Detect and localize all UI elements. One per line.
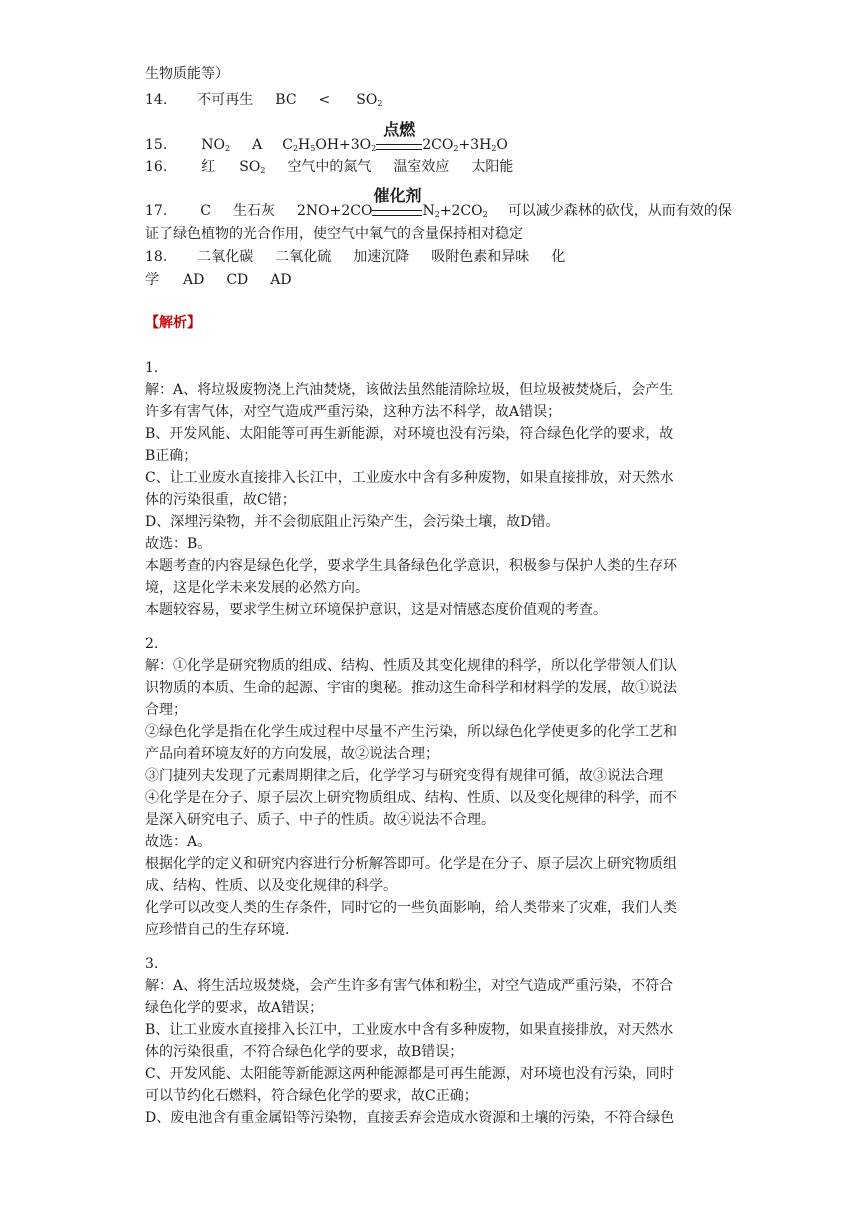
question-number: 17. <box>145 203 168 219</box>
analysis-line: 根据化学的定义和研究内容进行分析解答即可。化学是在分子、原子层次上研究物质组 <box>145 856 677 872</box>
analysis-line: 识物质的本质、生命的起源、宇宙的奥秘。推动这生命科学和材料学的发展，故①说法 <box>145 680 677 696</box>
answer-text: 不可再生 <box>197 92 254 108</box>
answer-text: C <box>200 203 211 219</box>
answer-text: 二氧化硫 <box>275 249 332 265</box>
answer-17 <box>145 186 732 222</box>
analysis-line: 境，这是化学未来发展的必然方向。 <box>145 580 369 596</box>
analysis-line: 合理； <box>145 702 187 718</box>
analysis-line: B正确； <box>145 448 198 464</box>
answer-text: 二氧化碳 <box>197 249 254 265</box>
analysis-line: 产品向着环境友好的方向发展，故②说法合理； <box>145 746 439 762</box>
analysis-line: C、让工业废水直接排入长江中，工业废水中含有多种废物，如果直接排放，对天然水 <box>145 470 674 486</box>
analysis-line: 解：A、将生活垃圾焚烧，会产生许多有害气体和粉尘，对空气造成严重污染，不符合 <box>145 978 674 994</box>
analysis-number: 3. <box>145 956 159 972</box>
analysis-line: 解：①化学是研究物质的组成、结构、性质及其变化规律的科学，所以化学带领人们认 <box>145 658 677 674</box>
equation-reactants: $C_2H_5OH+3O_2$ <box>282 137 377 153</box>
analysis-line: ③门捷列夫发现了元素周期律之后，化学学习与研究变得有规律可循，故③说法合理 <box>145 768 663 784</box>
question-number: 15. <box>145 137 168 153</box>
continuation-text: 生物质能等） <box>145 66 229 82</box>
analysis-line: 故选：B。 <box>145 536 212 552</box>
analysis-line: 体的污染很重，不符合绿色化学的要求，故B错误； <box>145 1044 464 1060</box>
answer-text: A <box>252 137 263 153</box>
answer-text: 温室效应 <box>393 159 450 175</box>
analysis-line: C、开发风能、太阳能等新能源这两种能源都是可再生能源，对环境也没有污染，同时 <box>145 1066 674 1082</box>
analysis-line: 体的污染很重，故C错； <box>145 492 296 508</box>
analysis-line: 成、结构、性质、以及变化规律的科学。 <box>145 878 397 894</box>
analysis-line: D、深埋污染物，并不会彻底阻止污染产生，会污染土壤，故D错。 <box>145 514 560 530</box>
answer-16 <box>145 156 513 178</box>
answer-text: CD <box>226 272 249 288</box>
analysis-line: 绿色化学的要求，故A错误； <box>145 1000 324 1016</box>
answer-15 <box>145 120 508 156</box>
reaction-condition: 催化剂 <box>373 186 422 205</box>
answer-text: BC <box>275 92 297 108</box>
answer-text: 化 <box>551 249 566 265</box>
analysis-line: 化学可以改变人类的生存条件，同时它的一些负面影响，给人类带来了灾难，我们人类 <box>145 900 677 916</box>
answer-17-cont <box>145 223 523 245</box>
reaction-arrow <box>372 186 422 222</box>
analysis-line: ②绿色化学是指在化学生成过程中尽量不产生污染，所以绿色化学使更多的化学工艺和 <box>145 724 677 740</box>
formula-no2: $NO_2$ <box>201 137 231 153</box>
answer-18-cont <box>145 269 292 291</box>
reaction-condition: 点燃 <box>383 120 416 139</box>
analysis-line: 故选：A。 <box>145 834 212 850</box>
analysis-line: B、让工业废水直接排入长江中，工业废水中含有多种废物，如果直接排放，对天然水 <box>145 1022 674 1038</box>
equation-products: $N_2+2CO_2$ <box>422 203 488 219</box>
analysis-line: B、开发风能、太阳能等可再生新能源，对环境也没有污染，符合绿色化学的要求，故 <box>145 426 674 442</box>
answer-text: 学 <box>145 272 159 288</box>
formula-so2: $SO_2$ <box>356 92 383 108</box>
analysis-line: 可以节约化石燃料，符合绿色化学的要求，故C正确； <box>145 1088 478 1104</box>
analysis-line: D、废电池含有重金属铅等污染物，直接丢弃会造成水资源和土壤的污染，不符合绿色 <box>145 1110 675 1126</box>
answer-18 <box>145 246 565 268</box>
question-number: 14. <box>145 92 168 108</box>
analysis-line: ④化学是在分子、原子层次上研究物质组成、结构、性质、以及变化规律的科学，而不 <box>145 790 677 806</box>
analysis-line: 应珍惜自己的生存环境. <box>145 922 290 938</box>
answer-14 <box>145 89 382 111</box>
answer-text: 可以减少森林的砍伐，从而有效的保 <box>507 203 732 219</box>
analysis-line: 本题较容易，要求学生树立环境保护意识，这是对情感态度价值观的考查。 <box>145 602 607 618</box>
answer-text: 证了绿色植物的光合作用，使空气中氧气的含量保持相对稳定 <box>145 226 523 242</box>
answer-continuation <box>145 63 229 85</box>
equation-reactants: 2NO+2CO <box>296 203 373 219</box>
answer-text: 生石灰 <box>232 203 275 219</box>
analysis-number: 1. <box>145 360 159 376</box>
answer-text: 太阳能 <box>471 159 514 175</box>
answer-text: 红 <box>201 159 216 175</box>
answer-text: AD <box>270 272 292 288</box>
analysis-line: 许多有害气体，对空气造成严重污染，这种方法不科学，故A错误； <box>145 404 562 420</box>
analysis-line: 本题考查的内容是绿色化学，要求学生具备绿色化学意识，积极参与保护人类的生存环 <box>145 558 677 574</box>
analysis-line: 解：A、将垃圾废物浇上汽油焚烧，该做法虽然能清除垃圾，但垃圾被焚烧后，会产生 <box>145 382 674 398</box>
equation-products: $2CO_2+3H_2O$ <box>422 137 508 153</box>
answer-text: 空气中的氮气 <box>287 159 372 175</box>
analysis-line: 是深入研究电子、质子、中子的性质。故④说法不合理。 <box>145 812 495 828</box>
comparison-symbol: < <box>318 92 331 108</box>
question-number: 18. <box>145 249 168 265</box>
analysis-heading: 【解析】 <box>145 315 201 331</box>
answer-text: 加速沉降 <box>353 249 410 265</box>
answer-text: 吸附色素和异味 <box>431 249 530 265</box>
formula-so2: $SO_2$ <box>239 159 266 175</box>
reaction-arrow <box>376 120 422 156</box>
question-number: 16. <box>145 159 168 175</box>
answer-text: AD <box>183 272 205 288</box>
analysis-number: 2. <box>145 636 159 652</box>
